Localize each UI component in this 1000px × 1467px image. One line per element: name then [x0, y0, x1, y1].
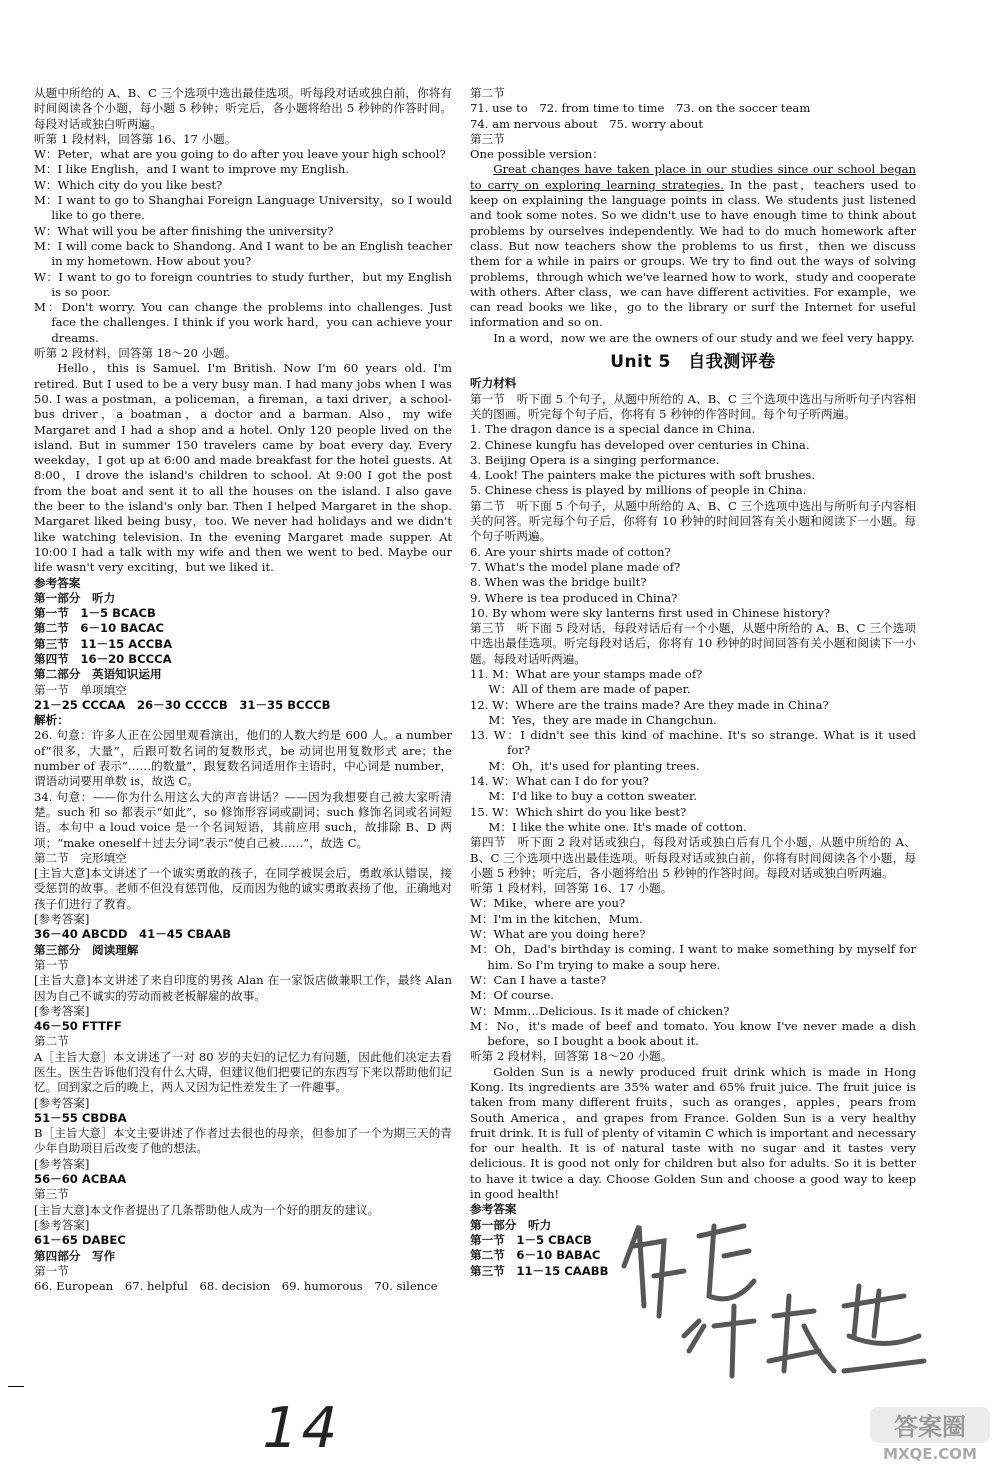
right-column-bottom-line: 2. Chinese kungfu has developed over centuries in China. — [470, 437, 810, 452]
left-column-line: 第四部分 写作 — [34, 1248, 116, 1263]
left-column-line: 从题中所给的 A、B、C 三个选项中选出最佳选项。听每段对话或独白前，你将有时间阅读各个小题，每小题 5 秒钟；听完后，各小题将给出 5 秒钟的作答时间。每段对话或独白听两遍。 — [34, 86, 452, 131]
watermark-logo — [868, 1405, 992, 1463]
right-column-bottom-line: 5. Chinese chess is played by millions of people in China. — [470, 483, 807, 498]
edge-mark — [8, 1386, 24, 1387]
left-column-line: 26. 句意：许多人正在公园里观看演出，他们的人数大约是 600 人。a number of“很多，大量”，后跟可数名词的复数形式，be 动词也用复数形式 are；the number of 表示“……的数量”，跟复数名词适用作主语时，中心词是 number，谓语动词要用单数 is，故选 C。 — [34, 728, 452, 789]
right-column-bottom-line: 6. Are your shirts made of cotton? — [470, 544, 671, 559]
page-left-column — [34, 86, 452, 1294]
left-column-line: M：I like English，and I want to improve my English. — [34, 162, 350, 177]
left-column-line: [参考答案] — [34, 1156, 90, 1171]
left-column-line: 听第 2 段材料，回答第 18～20 小题。 — [34, 346, 237, 361]
page-right-column — [470, 86, 916, 1279]
right-column-bottom-line: 第二节 听下面 5 个句子，从题中所给的 A、B、C 三个选项中选出与所听句子内容相关的问答。听完每个句子后，你将有 10 秒钟的时间回答有关小题和阅读下一小题。每个句子听两遍。 — [470, 498, 916, 544]
essay-conclusion: In a word，now we are the owners of our study and we feel very happy. — [493, 330, 915, 345]
left-column-line: [参考答案] — [34, 1095, 90, 1110]
right-column-top-line: 74. am nervous about 75. worry about — [470, 116, 704, 131]
left-column-line: [主旨大意]本文讲述了来自印度的男孩 Alan 在一家饭店做兼职工作，最终 Alan 因为自己不诚实的劳动而被老板解雇的故事。 — [34, 973, 452, 1003]
left-column-line: 第一节 单项填空 — [34, 682, 127, 697]
right-column-bottom-line: 15. W：Which shirt do you like best? — [470, 804, 687, 819]
right-column-bottom-line: W：Can I have a taste? — [470, 972, 607, 987]
unit-title: Unit 5 自我测评卷 — [610, 352, 776, 373]
right-column-bottom-line: M：Of course. — [470, 988, 554, 1003]
right-column-bottom-line: M：No，it's made of beef and tomato. You know I've never made a dish before，so I bought a book about it. — [470, 1018, 916, 1049]
left-column-line: 51－55 CBDBA — [34, 1110, 127, 1125]
left-column-line: [参考答案] — [34, 1217, 90, 1232]
left-column-line: 第四节 16－20 BCCCA — [34, 651, 172, 666]
right-column-bottom-line: 1. The dragon dance is a special dance in China. — [470, 422, 756, 437]
right-column-bottom-line: M：Oh，it's used for planting trees. — [488, 758, 700, 773]
right-column-bottom-line: 第四节 听下面 2 段对话或独白，每段对话或独白后有几个小题，从题中所给的 A、B、C 三个选项中选出最佳选项。听每段对话或独白前，你将有时间阅读各个小题，每小题 5 秒钟；听完后，各小题将给出 5 秒钟的作答时间。每段对话或独白听两遍。 — [470, 835, 916, 880]
right-column-bottom-line: W：All of them are made of paper. — [488, 682, 691, 697]
left-column-line: 第二节 6－10 BACAC — [34, 621, 165, 636]
right-column-bottom-line: M：I'd like to buy a cotton sweater. — [488, 789, 697, 804]
right-column-bottom-line: W：Mike，where are you? — [470, 896, 626, 911]
left-column-line: 46－50 FTTFF — [34, 1019, 122, 1034]
right-column-bottom-line: M：Yes，they are made in Changchun. — [488, 712, 717, 727]
right-column-bottom-line: W：Mmm…Delicious. Is it made of chicken? — [470, 1003, 730, 1018]
left-column-line: Hello，this is Samuel. I'm British. Now I'm 60 years old. I'm retired. But I used to be a very busy man. I had many jobs when I was 50. I was a postman，a policeman，a fireman，a taxi driver，a school-bus driver，a boatman，a doctor and a barman. Also，my wife Margaret and I had a shop and a hotel. Only 120 people lived on the island. But in summer 150 travelers came by boat every day. Every weekday，I got up at 6:00 and made breakfast for the hotel guests. At 8:00，I drove the island's children to school. At 9:00 I got the post from the boat and sent it to all the houses on the island. I also gave the beer to the island's only bar. Then I helped Margaret in the shop. Margaret liked being busy，too. We never had holidays and we didn't like watching television. In the evening Margaret made supper. At 10:00 I had a talk with my wife and then we went to bed. Maybe our life wasn't very exciting，but we liked it. — [34, 361, 452, 575]
left-column-line: [主旨大意]本文讲述了一个诚实勇敢的孩子，在同学被误会后，勇敢承认错误，接受惩罚的故事。老师不但没有惩罚他，反而因为他的诚实勇敢表扬了他，正确地对孩子们进行了教育。 — [34, 866, 452, 911]
right-column-bottom-line: 9. Where is tea produced in China? — [470, 590, 678, 605]
left-column-line: A［主旨大意］本文讲述了一对 80 岁的夫妇的记忆力有问题，因此他们决定去看医生。医生告诉他们没有什么大碍，但建议他们把要记的东西写下来以帮助他们记忆。回到家之后的晚上，两人又因为记性差发生了一件趣事。 — [34, 1049, 452, 1095]
right-column-bottom-line: M：I'm in the kitchen，Mum. — [470, 911, 643, 926]
right-column-bottom-line: 8. When was the bridge built? — [470, 575, 647, 590]
left-column-line: 66. European 67. helpful 68. decision 69. humorous 70. silence — [34, 1279, 438, 1294]
right-column-bottom-line: 3. Beijing Opera is a singing performance. — [470, 452, 720, 467]
left-column-line: W：What will you be after finishing the university? — [34, 223, 334, 238]
right-column-bottom-line: 第三节 11－15 CAABB — [470, 1263, 609, 1278]
right-column-top-line: 第三节 — [470, 131, 505, 146]
left-column-line: 第二部分 英语知识运用 — [34, 667, 162, 682]
right-column-bottom-line: 13. W：I didn't see this kind of machine. It's so strange. What is it used for? — [470, 728, 916, 758]
right-column-top-line: One possible version： — [470, 147, 604, 162]
left-column-line: [参考答案] — [34, 912, 90, 927]
right-column-top-line: 71. use to 72. from time to time 73. on the soccer team — [470, 101, 811, 116]
left-column-line: M：I want to go to Shanghai Foreign Language University，so I would like to go there. — [34, 193, 452, 223]
left-column-line: [参考答案] — [34, 1003, 90, 1018]
left-column-line: 21－25 CCCAA 26－30 CCCCB 31－35 BCCCB — [34, 697, 331, 712]
left-column-line: 参考答案 — [34, 575, 81, 590]
left-column-line: 34. 句意：——你为什么用这么大的声音讲话？——因为我想要自己被大家听清楚。such 和 so 都表示“如此”，so 修饰形容词或副词；such 修饰名词或名词短语。本句中 a loud voice 是一个名词短语，其前应用 such，故排除 B、D 两项；“make oneself＋过去分词”表示“使自己被……”，故选 C。 — [34, 789, 452, 850]
svg-text:答案圈: 答案圈 — [894, 1413, 966, 1441]
right-column-bottom-line: 10. By whom were sky lanterns first used in Chinese history? — [470, 605, 831, 620]
left-column-line: 第三节 — [34, 1187, 69, 1202]
right-column-bottom-line: 11. M：What are your stamps made of? — [470, 666, 703, 681]
left-column-line: 第一部分 听力 — [34, 590, 116, 605]
left-column-line: 第二节 完形填空 — [34, 850, 127, 865]
left-column-line: 第一节 — [34, 1263, 69, 1278]
handwritten-stamp-mark — [604, 1186, 934, 1386]
left-column-line: 61－65 DABEC — [34, 1233, 126, 1248]
right-column-bottom-line: 第一节 听下面 5 个句子，从题中所给的 A、B、C 三个选项中选出与所听句子内容相关的图画。听完每个句子后，你将有 5 秒钟的作答时间。每个句子听两遍。 — [470, 391, 916, 421]
right-column-bottom-line: 7. What's the model plane made of? — [470, 559, 681, 574]
left-column-line: M：I will come back to Shandong. And I want to be an English teacher in my hometown. How about you? — [34, 238, 452, 269]
left-column-line: B［主旨大意］本文主要讲述了作者过去很也的母亲，但参加了一个为期三天的青少年自助项目后改变了他的想法。 — [34, 1126, 452, 1156]
right-column-bottom-line: 4. Look! The painters make the pictures with soft brushes. — [470, 468, 816, 483]
right-column-bottom-line: Golden Sun is a newly produced fruit drink which is made in Hong Kong. Its ingredients are 35% water and 65% fruit juice. The fruit juice is taken from many different fruits，such as oranges，apples，pears from South America，and grapes from France. Golden Sun is a very healthy fruit drink. It is full of plenty of vitamin C which is important and necessary for our health. It is of natural taste with no sugar and it tastes very delicious. It is good not only for children but also for adults. So it is better to have it twice a day. Choose Golden Sun and choose a good way to keep in good health! — [470, 1064, 916, 1202]
left-column-line: 56－60 ACBAA — [34, 1172, 127, 1187]
right-column-bottom-line: 第一部分 听力 — [470, 1217, 552, 1232]
left-column-line: 第一节 1－5 BCACB — [34, 606, 156, 621]
left-column-line: M：Don't worry. You can change the problems into challenges. Just face the challenges. I think if you work hard，you can achieve your dreams. — [34, 300, 452, 345]
right-column-bottom-line: 听第 2 段材料，回答第 18～20 小题。 — [470, 1049, 673, 1064]
left-column-line: 第二节 — [34, 1034, 69, 1049]
right-column-bottom-line: 第三节 听下面 5 段对话，每段对话后有一个小题，从题中所给的 A、B、C 三个选项中选出最佳选项。听完每段对话后，你将有 10 秒钟的时间回答有关小题和阅读下一小题。每段对话听两遍。 — [470, 621, 916, 666]
right-column-bottom-line: 参考答案 — [470, 1202, 517, 1217]
handwritten-page-number: 14 — [255, 1396, 349, 1461]
left-column-line: 第一节 — [34, 957, 69, 972]
left-column-line: 听第 1 段材料，回答第 16、17 小题。 — [34, 131, 237, 146]
left-column-line: [主旨大意]本文作者提出了几条帮助他人成为一个好的朋友的建议。 — [34, 1202, 380, 1217]
left-column-line: 解析： — [34, 713, 69, 728]
left-column-line: 第三节 11－15 ACCBA — [34, 636, 173, 651]
left-column-line: W：Which city do you like best? — [34, 177, 223, 192]
right-column-bottom-line: 第一节 1－5 CBACB — [470, 1232, 592, 1247]
right-column-bottom-line: 14. W：What can I do for you? — [470, 774, 649, 789]
right-column-bottom-line: M：I like the white one. It's made of cotton. — [488, 819, 747, 834]
essay-body: In the past，teachers used to keep on explaining the language points in class. We students just listened and took some notes. So we didn't use to have enough time to think about problems by ourselves independently. We had to do much homework after class. But now teachers show the problems to us first，then we discuss them for a while in pairs or groups. We try to find out the ways of solving problems，through which we've learned how to work，study and cooperate with others. After class，we can have different activities. For example，we can read books we like，go to the library or surf the Internet for useful information and so on. — [470, 177, 916, 330]
right-column-top-line: 第二节 — [470, 86, 505, 100]
right-column-bottom-line: 听力材料 — [470, 376, 517, 391]
essay-topic-sentence: Great changes have taken place in our studies since our school began to carry on exploring learning strategies. — [470, 162, 916, 192]
left-column-line: 36－40 ABCDD 41－45 CBAAB — [34, 927, 232, 942]
sample-essay — [470, 162, 916, 346]
right-column-bottom-line: W：What are you doing here? — [470, 927, 646, 942]
left-column-line: 第三部分 阅读理解 — [34, 942, 139, 957]
right-column-bottom-line: M：Oh，Dad's birthday is coming. I want to make something by myself for him. So I'm trying to make a soup here. — [470, 942, 916, 972]
svg-text:MXQE.COM: MXQE.COM — [883, 1445, 977, 1463]
left-column-line: W：I want to go to foreign countries to study further，but my English is so poor. — [34, 269, 452, 299]
right-column-bottom-line: 听第 1 段材料，回答第 16、17 小题。 — [470, 881, 673, 896]
left-column-line: W：Peter，what are you going to do after you leave your high school? — [34, 147, 446, 162]
right-column-bottom-line: 第二节 6－10 BABAC — [470, 1248, 601, 1263]
right-column-bottom-line: 12. W：Where are the trains made? Are they made in China? — [470, 697, 829, 712]
